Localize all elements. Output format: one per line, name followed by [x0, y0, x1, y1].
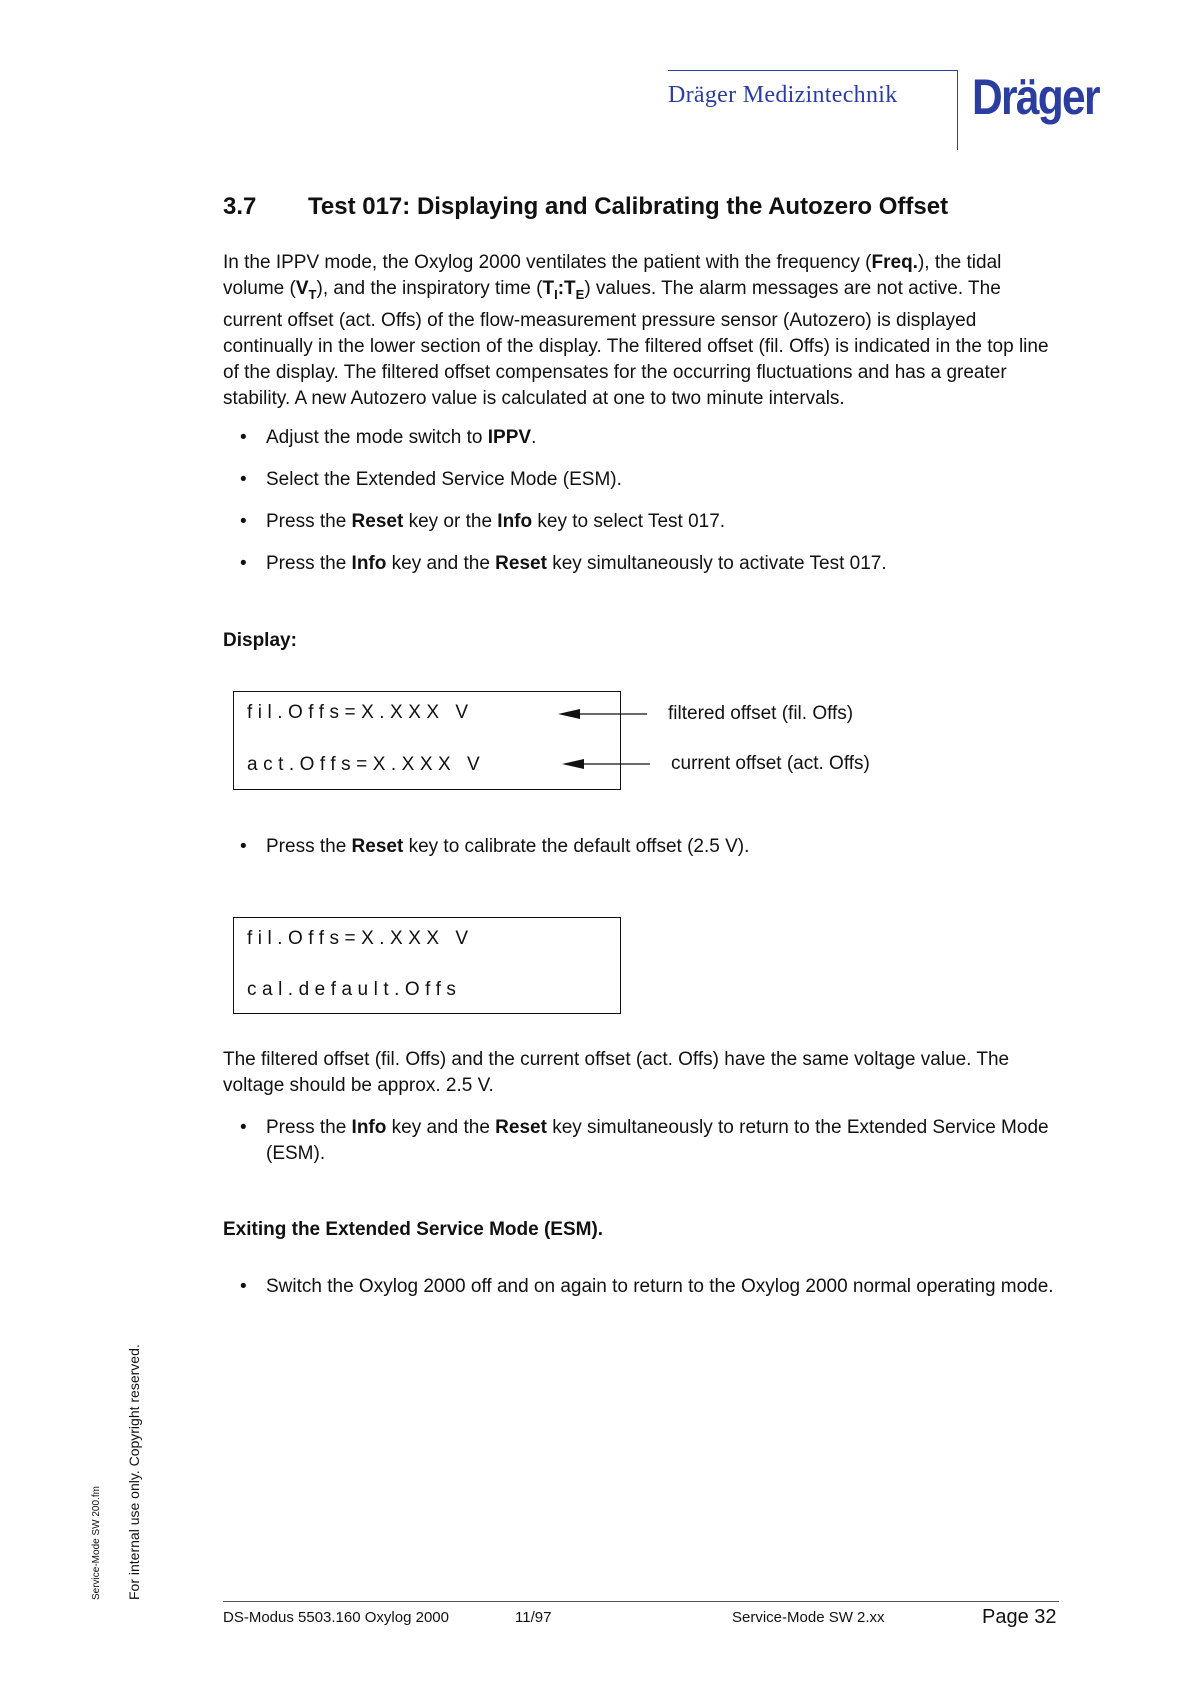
- bullet: •: [240, 1117, 247, 1138]
- voltage-paragraph: The filtered offset (fil. Offs) and the current offset (act. Offs) have the same voltage value. The voltage should be approx. 2.5 V.: [223, 1049, 1010, 1096]
- section-number: 3.7: [223, 193, 257, 220]
- bullet: •: [240, 511, 247, 532]
- bullet: •: [240, 836, 247, 857]
- step-select-esm: Select the Extended Service Mode (ESM).: [266, 469, 622, 490]
- arrow-head-2: [562, 759, 584, 769]
- step-switch-off-on: Switch the Oxylog 2000 off and on again to return to the Oxylog 2000 normal operating mode.: [266, 1276, 1054, 1297]
- display-line-fil-offs: fil.Offs=X.XXX V: [247, 928, 474, 949]
- display-heading: Display:: [223, 630, 297, 651]
- step-return-esm: Press the Info key and the Reset key simultaneously to return to the Extended Service Mode (ESM).: [266, 1117, 1049, 1164]
- footer-date: 11/97: [515, 1609, 552, 1626]
- bullet: •: [240, 1276, 247, 1297]
- footer-version: Service-Mode SW 2.xx: [732, 1609, 885, 1626]
- file-name: Service-Mode SW 200.fm: [91, 1486, 102, 1600]
- company-name: Dräger Medizintechnik: [668, 82, 898, 108]
- display-line-fil-offs: fil.Offs=X.XXX V: [247, 702, 474, 723]
- step-mode-switch: Adjust the mode switch to IPPV.: [266, 427, 537, 448]
- step-activate-test: Press the Info key and the Reset key simultaneously to activate Test 017.: [266, 553, 887, 574]
- section-title: Test 017: Displaying and Calibrating the Autozero Offset: [308, 193, 949, 220]
- callout-filtered-offset: filtered offset (fil. Offs): [668, 703, 854, 724]
- step-calibrate-default: Press the Reset key to calibrate the default offset (2.5 V).: [266, 836, 750, 857]
- callout-current-offset: current offset (act. Offs): [671, 753, 870, 774]
- footer-rule: [223, 1601, 1059, 1602]
- draeger-logo: Dräger: [972, 69, 1099, 125]
- exit-heading: Exiting the Extended Service Mode (ESM).: [223, 1219, 604, 1240]
- arrow-head-1: [558, 709, 580, 719]
- header-rule: [668, 70, 958, 71]
- intro-paragraph: In the IPPV mode, the Oxylog 2000 ventilates the patient with the frequency (Freq.), the tidal volume $(V_T)$, and the inspiratory time $(T_I:T_E)$ values. The alarm messages are not active. The current offset (act. Offs) of the flow-measurement pressure sensor (Autozero) is displayed continually in the lower section of the display. The filtered offset (fil. Offs) is indicated in the top line of the display. The filtered offset compensates for the occurring fluctuations and has a greater stability. A new Autozero value is calculated at one to two minute intervals.: [223, 252, 1049, 409]
- header-divider: [957, 70, 958, 150]
- footer-doc: DS-Modus 5503.160 Oxylog 2000: [223, 1609, 449, 1626]
- step-select-test: Press the Reset key or the Info key to select Test 017.: [266, 511, 726, 532]
- display-line-act-offs: act.Offs=X.XXX V: [247, 754, 486, 775]
- callout-arrows: [555, 700, 655, 770]
- display-line-cal-default: cal.default.Offs: [247, 979, 462, 1000]
- page-number: Page 32: [982, 1606, 1057, 1628]
- bullet: •: [240, 469, 247, 490]
- bullet: •: [240, 553, 247, 574]
- copyright-note: For internal use only. Copyright reserved.: [126, 1344, 142, 1600]
- bullet: •: [240, 427, 247, 448]
- display-box-2: [233, 917, 621, 1014]
